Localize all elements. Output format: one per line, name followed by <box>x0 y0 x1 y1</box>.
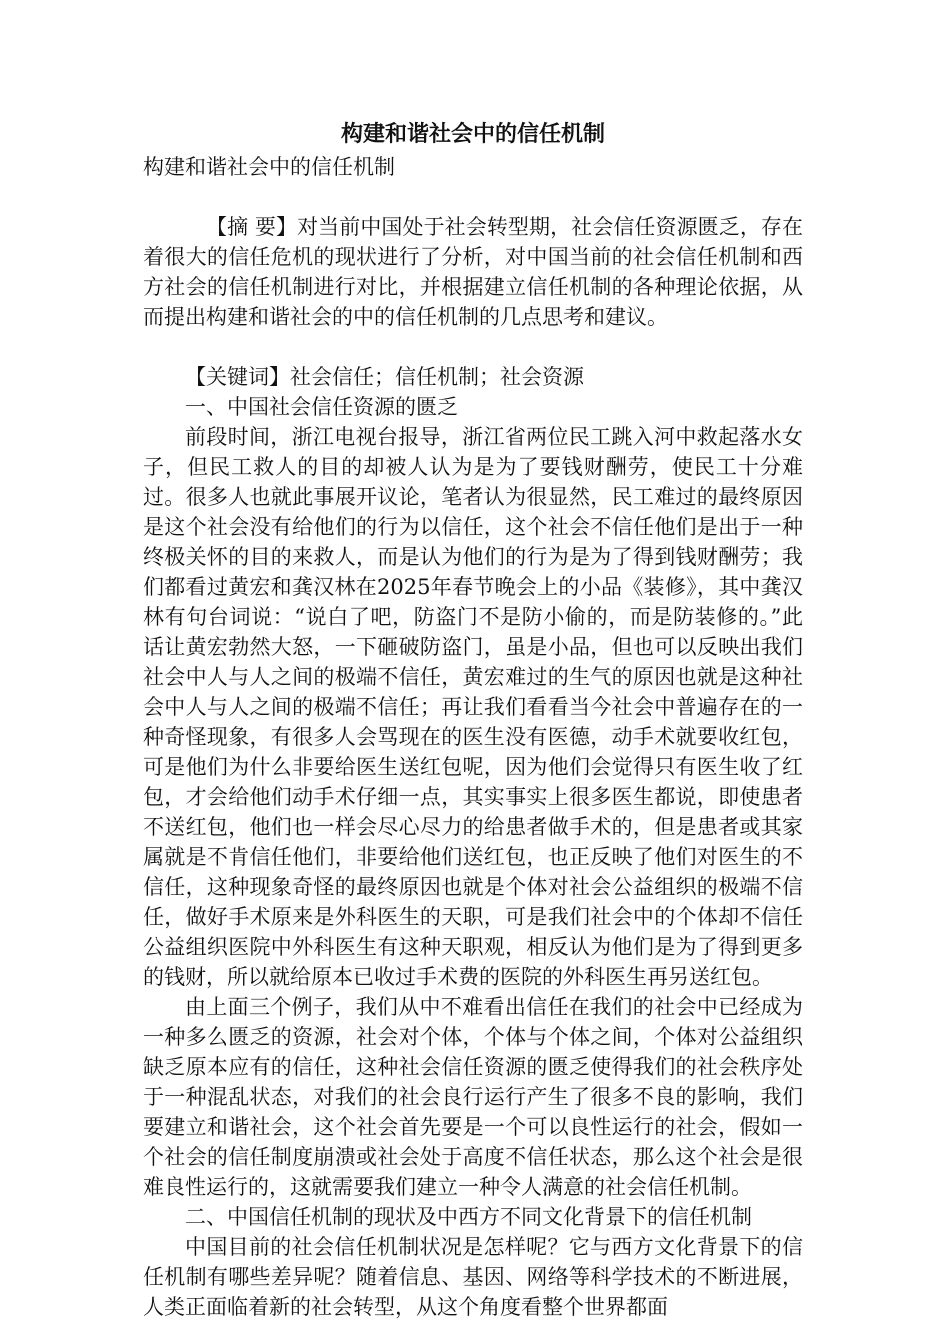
section-heading-2: 二、中国信任机制的现状及中西方不同文化背景下的信任机制 <box>185 1205 752 1229</box>
body-paragraph-1: 前段时间，浙江电视台报导，浙江省两位民工跳入河中救起落水女子，但民工救人的目的却被人认为是为了要钱财酬劳，使民工十分难过。很多人也就此事展开议论，笔者认为很显然，民工难过的最终原因是这个社会没有给他们的行为以信任，这个社会不信任他们是出于一种终极关怀的目的来救人，而是认为他们的行为是为了得到钱财酬劳；我们都看过黄宏和龚汉林在2025年春节晚会上的小品《装修》，其中龚汉林有句台词说：“说白了吧，防盗门不是防小偷的，而是防装修的。”此话让黄宏勃然大怒，一下砸破防盗门，虽是小品，但也可以反映出我们社会中人与人之间的极端不信任，黄宏难过的生气的原因也就是这种社会中人与人之间的极端不信任；再让我们看看当今社会中普遍存在的一种奇怪现象，有很多人会骂现在的医生没有医德，动手术就要收红包，可是他们为什么非要给医生送红包呢，因为他们会觉得只有医生收了红包，才会给他们动手术仔细一点，其实事实上很多医生都说，即使患者不送红包，他们也一样会尽心尽力的给患者做手术的，但是患者或其家属就是不肯信任他们，非要给他们送红包，也正反映了他们对医生的不信任，这种现象奇怪的最终原因也就是个体对社会公益组织的极端不信任，做好手术原来是外科医生的天职，可是我们社会中的个体却不信任公益组织医院中外科医生有这种天职观，相反认为他们是为了得到更多的钱财，所以就给原本已收过手术费的医院的外科医生再另送红包。 <box>143 425 803 989</box>
section-heading-1: 一、中国社会信任资源的匮乏 <box>185 395 458 419</box>
spacer <box>143 332 803 362</box>
body-paragraph-3: 中国目前的社会信任机制状况是怎样呢？它与西方文化背景下的信任机制有哪些差异呢？随着信息、基因、网络等科学技术的不断进展，人类正面临着新的社会转型，从这个角度看整个世界都面 <box>143 1235 803 1319</box>
document-page <box>143 118 803 1322</box>
keywords-line: 【关键词】社会信任；信任机制；社会资源 <box>185 365 584 389</box>
body-paragraph-2: 由上面三个例子，我们从中不难看出信任在我们的社会中已经成为一种多么匮乏的资源，社会对个体，个体与个体之间，个体对公益组织缺乏原本应有的信任，这种社会信任资源的匮乏使得我们的社会秩序处于一种混乱状态，对我们的社会良行运行产生了很多不良的影响，我们要建立和谐社会，这个社会首先要是一个可以良性运行的社会，假如一个社会的信任制度崩溃或社会处于高度不信任状态，那么这个社会是很难良性运行的，这就需要我们建立一种令人满意的社会信任机制。 <box>143 995 803 1199</box>
document-subtitle: 构建和谐社会中的信任机制 <box>143 155 395 179</box>
document-title: 构建和谐社会中的信任机制 <box>340 122 605 147</box>
abstract-paragraph: 【摘 要】对当前中国处于社会转型期，社会信任资源匮乏，存在着很大的信任危机的现状进行了分析，对中国当前的社会信任机制和西方社会的信任机制进行对比，并根据建立信任机制的各种理论依据，从而提出构建和谐社会的中的信任机制的几点思考和建议。 <box>143 215 803 329</box>
